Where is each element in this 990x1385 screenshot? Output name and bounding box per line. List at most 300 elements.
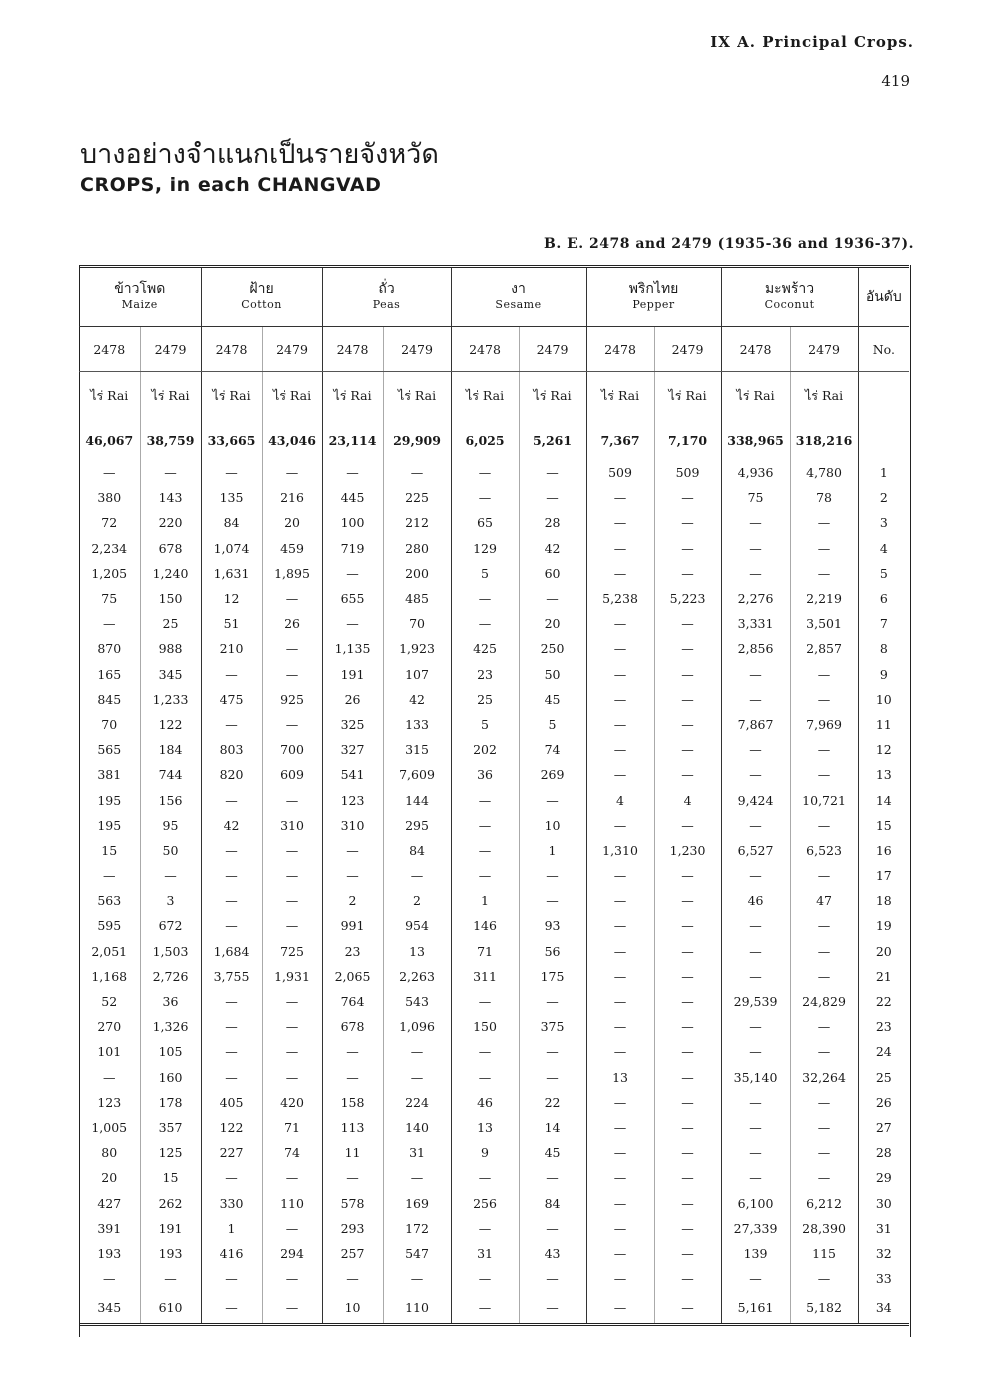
table-cell: — bbox=[721, 863, 790, 888]
table-cell: — bbox=[790, 687, 858, 712]
table-row bbox=[79, 1190, 909, 1215]
table-cell: 23 bbox=[451, 662, 519, 687]
table-cell: 988 bbox=[140, 636, 201, 661]
table-cell: — bbox=[586, 1090, 654, 1115]
table-cell: — bbox=[721, 913, 790, 938]
year-header-row bbox=[79, 327, 909, 372]
table-cell: 125 bbox=[140, 1140, 201, 1165]
table-cell: — bbox=[654, 1065, 721, 1090]
table-cell: 3,501 bbox=[790, 611, 858, 636]
table-row bbox=[79, 1291, 909, 1325]
table-cell: — bbox=[721, 561, 790, 586]
row-number: 21 bbox=[875, 968, 892, 984]
row-number: 20 bbox=[875, 943, 892, 959]
table-cell: 3 bbox=[140, 888, 201, 913]
table-cell: — bbox=[654, 737, 721, 762]
table-cell: 224 bbox=[383, 1090, 451, 1115]
table-cell: 25 bbox=[451, 687, 519, 712]
table-cell: 1 bbox=[519, 838, 586, 863]
table-cell: 135 bbox=[201, 485, 262, 510]
table-row bbox=[79, 989, 909, 1014]
table-cell: — bbox=[519, 989, 586, 1014]
table-cell: 2,276 bbox=[721, 586, 790, 611]
table-cell: 375 bbox=[519, 1014, 586, 1039]
table-cell: 325 bbox=[322, 712, 383, 737]
table-cell: 1,931 bbox=[262, 964, 322, 989]
table-cell: 595 bbox=[79, 913, 140, 938]
table-cell: — bbox=[262, 863, 322, 888]
table-row bbox=[79, 536, 909, 561]
table-cell: — bbox=[140, 1266, 201, 1291]
table-cell: — bbox=[721, 1266, 790, 1291]
table-cell: — bbox=[262, 989, 322, 1014]
table-cell: — bbox=[262, 1291, 322, 1325]
table-cell: — bbox=[383, 460, 451, 485]
table-cell: — bbox=[79, 1266, 140, 1291]
table-cell: — bbox=[654, 561, 721, 586]
table-row bbox=[79, 712, 909, 737]
table-cell: 803 bbox=[201, 737, 262, 762]
crop-thai: พริกไทย bbox=[628, 281, 679, 297]
table-cell: — bbox=[654, 888, 721, 913]
table-row bbox=[79, 586, 909, 611]
table-cell: 74 bbox=[519, 737, 586, 762]
table-cell: 509 bbox=[654, 460, 721, 485]
table-cell: 45 bbox=[519, 687, 586, 712]
table-cell: 20 bbox=[262, 510, 322, 535]
table-cell: — bbox=[79, 460, 140, 485]
table-cell: — bbox=[586, 687, 654, 712]
row-number: 10 bbox=[875, 691, 892, 707]
table-cell: 150 bbox=[140, 586, 201, 611]
table-cell: 101 bbox=[79, 1039, 140, 1064]
table-row bbox=[79, 888, 909, 913]
year-header: 2478 bbox=[586, 327, 654, 372]
table-cell: 95 bbox=[140, 813, 201, 838]
table-cell: 1,233 bbox=[140, 687, 201, 712]
table-cell: — bbox=[721, 662, 790, 687]
table-cell: 262 bbox=[140, 1190, 201, 1215]
table-cell: — bbox=[519, 787, 586, 812]
table-cell: 7,867 bbox=[721, 712, 790, 737]
table-cell: 459 bbox=[262, 536, 322, 561]
table-cell: — bbox=[262, 1039, 322, 1064]
total-cell: 338,965 bbox=[721, 420, 790, 460]
table-cell: 191 bbox=[140, 1216, 201, 1241]
table-cell: — bbox=[654, 1266, 721, 1291]
table-cell: 1,240 bbox=[140, 561, 201, 586]
table-cell: — bbox=[721, 737, 790, 762]
table-cell: 43 bbox=[519, 1241, 586, 1266]
table-cell: 56 bbox=[519, 939, 586, 964]
table-cell: 257 bbox=[322, 1241, 383, 1266]
table-cell: 129 bbox=[451, 536, 519, 561]
table-cell: 5 bbox=[451, 561, 519, 586]
row-number: 28 bbox=[875, 1145, 892, 1161]
table-cell: 330 bbox=[201, 1190, 262, 1215]
table-cell: 1,230 bbox=[654, 838, 721, 863]
table-cell: 5,223 bbox=[654, 586, 721, 611]
row-number: 25 bbox=[875, 1069, 892, 1085]
table-cell: — bbox=[451, 1216, 519, 1241]
row-number: 8 bbox=[879, 641, 888, 657]
table-cell: 191 bbox=[322, 662, 383, 687]
table-cell: 725 bbox=[262, 939, 322, 964]
table-cell: 293 bbox=[322, 1216, 383, 1241]
table-cell: 1,326 bbox=[140, 1014, 201, 1039]
table-cell: — bbox=[262, 662, 322, 687]
table-cell: — bbox=[519, 1291, 586, 1325]
table-cell: — bbox=[519, 485, 586, 510]
table-row bbox=[79, 1241, 909, 1266]
table-cell: — bbox=[721, 762, 790, 787]
table-cell: 3,331 bbox=[721, 611, 790, 636]
table-cell: — bbox=[586, 536, 654, 561]
table-cell: 12 bbox=[201, 586, 262, 611]
table-cell: — bbox=[790, 1014, 858, 1039]
table-cell: 10,721 bbox=[790, 787, 858, 812]
table-cell: — bbox=[654, 1140, 721, 1165]
row-number: 26 bbox=[875, 1094, 892, 1110]
unit-header: ไร่ Rai bbox=[451, 372, 519, 421]
table-cell: 115 bbox=[790, 1241, 858, 1266]
table-cell: — bbox=[262, 787, 322, 812]
row-number: 19 bbox=[875, 918, 892, 934]
table-cell: 60 bbox=[519, 561, 586, 586]
table-cell: — bbox=[586, 1165, 654, 1190]
table-cell: — bbox=[451, 1165, 519, 1190]
table-cell: — bbox=[262, 586, 322, 611]
table-cell: 1,923 bbox=[383, 636, 451, 661]
table-cell: 220 bbox=[140, 510, 201, 535]
table-cell: 700 bbox=[262, 737, 322, 762]
row-number: 27 bbox=[875, 1119, 892, 1135]
table-cell: 46 bbox=[451, 1090, 519, 1115]
table-cell: — bbox=[519, 1065, 586, 1090]
table-cell: 35,140 bbox=[721, 1065, 790, 1090]
table-cell: — bbox=[262, 888, 322, 913]
unit-header: ไร่ Rai bbox=[79, 372, 140, 421]
unit-header: ไร่ Rai bbox=[383, 372, 451, 421]
table-cell: — bbox=[654, 1039, 721, 1064]
table-cell: 2 bbox=[383, 888, 451, 913]
table-cell: — bbox=[586, 561, 654, 586]
table-cell: 133 bbox=[383, 712, 451, 737]
table-cell: — bbox=[201, 787, 262, 812]
table-cell: — bbox=[262, 838, 322, 863]
table-cell: — bbox=[790, 964, 858, 989]
order-header-label: อันดับ bbox=[865, 289, 902, 305]
table-cell: 122 bbox=[201, 1115, 262, 1140]
table-cell: 954 bbox=[383, 913, 451, 938]
table-row bbox=[79, 737, 909, 762]
table-cell: — bbox=[451, 787, 519, 812]
table-cell: 70 bbox=[383, 611, 451, 636]
table-cell: — bbox=[201, 1165, 262, 1190]
row-number: 23 bbox=[875, 1019, 892, 1035]
total-cell: 5,261 bbox=[519, 420, 586, 460]
row-number: 11 bbox=[875, 716, 892, 732]
title-thai: บางอย่างจำแนกเป็นรายจังหวัด bbox=[80, 139, 439, 170]
table-cell: 84 bbox=[519, 1190, 586, 1215]
row-number: 7 bbox=[879, 616, 888, 632]
table-cell: 2,065 bbox=[322, 964, 383, 989]
table-cell: — bbox=[654, 1241, 721, 1266]
table-cell: 71 bbox=[262, 1115, 322, 1140]
table-cell: 78 bbox=[790, 485, 858, 510]
table-cell: 2 bbox=[322, 888, 383, 913]
table-cell: 391 bbox=[79, 1216, 140, 1241]
table-cell: — bbox=[451, 1039, 519, 1064]
table-cell: 1,168 bbox=[79, 964, 140, 989]
table-cell: 13 bbox=[451, 1115, 519, 1140]
table-cell: 216 bbox=[262, 485, 322, 510]
table-cell: 294 bbox=[262, 1241, 322, 1266]
table-cell: 2,857 bbox=[790, 636, 858, 661]
unit-header: ไร่ Rai bbox=[654, 372, 721, 421]
table-cell: 6,100 bbox=[721, 1190, 790, 1215]
table-cell: 75 bbox=[721, 485, 790, 510]
table-cell: — bbox=[721, 939, 790, 964]
table-cell: — bbox=[586, 1190, 654, 1215]
table-cell: 578 bbox=[322, 1190, 383, 1215]
table-row bbox=[79, 687, 909, 712]
table-cell: — bbox=[721, 510, 790, 535]
table-cell: — bbox=[451, 838, 519, 863]
total-cell: 6,025 bbox=[451, 420, 519, 460]
table-row bbox=[79, 611, 909, 636]
total-cell: 38,759 bbox=[140, 420, 201, 460]
table-cell: 110 bbox=[383, 1291, 451, 1325]
table-cell: 485 bbox=[383, 586, 451, 611]
table-cell: 46 bbox=[721, 888, 790, 913]
table-cell: — bbox=[790, 1090, 858, 1115]
table-cell: — bbox=[451, 989, 519, 1014]
unit-header-row bbox=[79, 372, 909, 421]
table-cell: 280 bbox=[383, 536, 451, 561]
table-cell: 75 bbox=[79, 586, 140, 611]
year-header: 2478 bbox=[79, 327, 140, 372]
table-cell: 156 bbox=[140, 787, 201, 812]
table-cell: — bbox=[586, 662, 654, 687]
total-cell: 7,170 bbox=[654, 420, 721, 460]
table-cell: 764 bbox=[322, 989, 383, 1014]
table-cell: — bbox=[586, 1039, 654, 1064]
table-cell: — bbox=[79, 1065, 140, 1090]
total-cell: 7,367 bbox=[586, 420, 654, 460]
table-cell: — bbox=[322, 863, 383, 888]
row-number: 2 bbox=[879, 490, 888, 506]
table-cell: — bbox=[654, 1190, 721, 1215]
table-cell: 165 bbox=[79, 662, 140, 687]
row-number: 17 bbox=[875, 868, 892, 884]
table-cell: 160 bbox=[140, 1065, 201, 1090]
table-cell: 845 bbox=[79, 687, 140, 712]
table-cell: 42 bbox=[201, 813, 262, 838]
table-cell: — bbox=[383, 1266, 451, 1291]
table-cell: 609 bbox=[262, 762, 322, 787]
table-cell: 36 bbox=[140, 989, 201, 1014]
table-cell: 547 bbox=[383, 1241, 451, 1266]
table-cell: — bbox=[201, 1065, 262, 1090]
table-cell: — bbox=[201, 913, 262, 938]
table-row bbox=[79, 1065, 909, 1090]
year-header: 2478 bbox=[201, 327, 262, 372]
unit-header: ไร่ Rai bbox=[519, 372, 586, 421]
total-cell: 318,216 bbox=[790, 420, 858, 460]
table-row bbox=[79, 662, 909, 687]
table-cell: 744 bbox=[140, 762, 201, 787]
table-cell: — bbox=[262, 460, 322, 485]
table-cell: — bbox=[586, 611, 654, 636]
table-cell: — bbox=[322, 1065, 383, 1090]
crop-header-cotton bbox=[201, 267, 322, 327]
table-cell: 4 bbox=[586, 787, 654, 812]
unit-header: ไร่ Rai bbox=[790, 372, 858, 421]
table-cell: 84 bbox=[383, 838, 451, 863]
table-cell: — bbox=[451, 863, 519, 888]
section-header: IX A. Principal Crops. bbox=[710, 33, 914, 51]
table-cell: — bbox=[262, 913, 322, 938]
table-cell: — bbox=[586, 1140, 654, 1165]
table-cell: 29,539 bbox=[721, 989, 790, 1014]
table-cell: — bbox=[140, 863, 201, 888]
table-cell: 4 bbox=[654, 787, 721, 812]
table-cell: — bbox=[201, 1266, 262, 1291]
table-cell: — bbox=[790, 813, 858, 838]
years-line: B. E. 2478 and 2479 (1935-36 and 1936-37). bbox=[543, 236, 914, 252]
table-cell: 139 bbox=[721, 1241, 790, 1266]
table-cell: — bbox=[201, 460, 262, 485]
table-cell: 5,182 bbox=[790, 1291, 858, 1325]
table-cell: 9 bbox=[451, 1140, 519, 1165]
table-cell: 50 bbox=[140, 838, 201, 863]
table-cell: — bbox=[451, 586, 519, 611]
year-header: 2478 bbox=[451, 327, 519, 372]
year-header: 2479 bbox=[383, 327, 451, 372]
crop-thai: ฝ้าย bbox=[249, 281, 274, 297]
total-cell: 46,067 bbox=[79, 420, 140, 460]
table-row bbox=[79, 1014, 909, 1039]
table-cell: 51 bbox=[201, 611, 262, 636]
table-cell: — bbox=[519, 586, 586, 611]
row-number: 9 bbox=[879, 666, 888, 682]
table-cell: 110 bbox=[262, 1190, 322, 1215]
unit-header: ไร่ Rai bbox=[262, 372, 322, 421]
table-cell: — bbox=[262, 1065, 322, 1090]
table-cell: — bbox=[201, 838, 262, 863]
table-cell: — bbox=[201, 662, 262, 687]
table-cell: 541 bbox=[322, 762, 383, 787]
table-cell: — bbox=[586, 762, 654, 787]
table-cell: 169 bbox=[383, 1190, 451, 1215]
table-cell: 425 bbox=[451, 636, 519, 661]
table-cell: 270 bbox=[79, 1014, 140, 1039]
table-cell: 678 bbox=[322, 1014, 383, 1039]
table-cell: 24,829 bbox=[790, 989, 858, 1014]
table-cell: 123 bbox=[79, 1090, 140, 1115]
table-cell: 172 bbox=[383, 1216, 451, 1241]
table-cell: — bbox=[451, 460, 519, 485]
no-header: No. bbox=[858, 327, 909, 372]
table-cell: — bbox=[654, 1090, 721, 1115]
table-cell: 20 bbox=[519, 611, 586, 636]
table-cell: — bbox=[451, 813, 519, 838]
table-cell: — bbox=[654, 636, 721, 661]
table-cell: — bbox=[586, 1291, 654, 1325]
table-cell: — bbox=[519, 1266, 586, 1291]
table-cell: 2,263 bbox=[383, 964, 451, 989]
table-cell: 11 bbox=[322, 1140, 383, 1165]
table-cell: — bbox=[519, 1165, 586, 1190]
table-cell: — bbox=[322, 561, 383, 586]
table-cell: 143 bbox=[140, 485, 201, 510]
table-cell: 74 bbox=[262, 1140, 322, 1165]
table-cell: 2,051 bbox=[79, 939, 140, 964]
table-cell: 420 bbox=[262, 1090, 322, 1115]
crop-header-sesame bbox=[451, 267, 586, 327]
crop-english: Sesame bbox=[495, 298, 542, 311]
table-cell: — bbox=[586, 510, 654, 535]
table-cell: 42 bbox=[519, 536, 586, 561]
table-cell: — bbox=[654, 913, 721, 938]
table-cell: — bbox=[586, 863, 654, 888]
table-cell: — bbox=[201, 863, 262, 888]
table-row bbox=[79, 1115, 909, 1140]
table-cell: 28 bbox=[519, 510, 586, 535]
table-row bbox=[79, 964, 909, 989]
table-cell: — bbox=[201, 1039, 262, 1064]
table-cell: — bbox=[322, 838, 383, 863]
table-cell: — bbox=[721, 813, 790, 838]
table-cell: 140 bbox=[383, 1115, 451, 1140]
table-cell: 212 bbox=[383, 510, 451, 535]
row-number: 13 bbox=[875, 767, 892, 783]
table-cell: — bbox=[322, 460, 383, 485]
row-number: 4 bbox=[879, 540, 888, 556]
row-number: 18 bbox=[875, 893, 892, 909]
table-cell: — bbox=[721, 687, 790, 712]
row-number: 24 bbox=[875, 1044, 892, 1060]
table-cell: 47 bbox=[790, 888, 858, 913]
table-cell: — bbox=[383, 1065, 451, 1090]
row-number: 30 bbox=[875, 1195, 892, 1211]
table-cell: 655 bbox=[322, 586, 383, 611]
table-cell: 2,726 bbox=[140, 964, 201, 989]
unit-header: ไร่ Rai bbox=[201, 372, 262, 421]
table-row bbox=[79, 762, 909, 787]
table-cell: — bbox=[519, 1216, 586, 1241]
table-cell: — bbox=[654, 662, 721, 687]
total-cell: 23,114 bbox=[322, 420, 383, 460]
table-cell: 20 bbox=[79, 1165, 140, 1190]
table-cell: — bbox=[721, 1140, 790, 1165]
table-cell: 991 bbox=[322, 913, 383, 938]
table-cell: — bbox=[322, 1165, 383, 1190]
table-cell: — bbox=[654, 1115, 721, 1140]
table-cell: — bbox=[519, 1039, 586, 1064]
table-cell: — bbox=[322, 611, 383, 636]
table-cell: — bbox=[790, 762, 858, 787]
year-header: 2479 bbox=[654, 327, 721, 372]
table-cell: 22 bbox=[519, 1090, 586, 1115]
table-cell: 26 bbox=[322, 687, 383, 712]
row-number: 6 bbox=[879, 591, 888, 607]
total-cell-blank bbox=[858, 420, 909, 460]
table-cell: 113 bbox=[322, 1115, 383, 1140]
table-cell: — bbox=[790, 863, 858, 888]
table-row bbox=[79, 787, 909, 812]
